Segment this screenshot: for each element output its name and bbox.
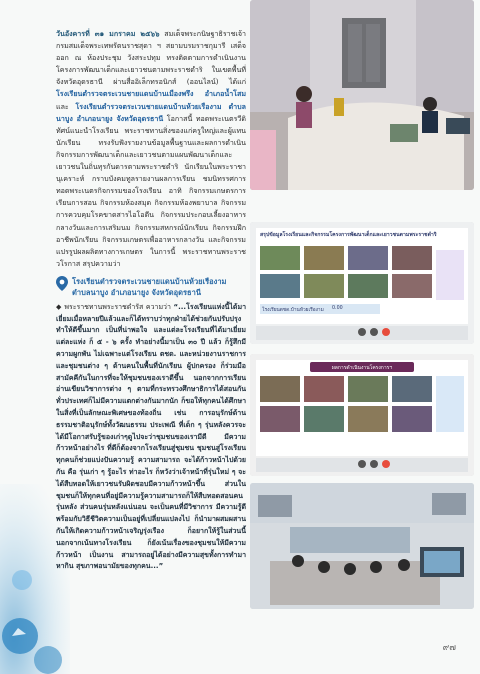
- video-conference-illustration: [250, 483, 474, 609]
- slide-summary-illustration: [250, 222, 474, 344]
- photo-video-conference: [250, 483, 474, 609]
- royal-quote-paragraph: [56, 302, 246, 573]
- section-subtitle: โรงเรียนตำรวจตระเวนชายแดนบ้านห้วยเรืองาม ตำบลนาบูง อำเภอนายูง จังหวัดอุดรธานี: [72, 276, 227, 297]
- slide-title: สรุปข้อมูลโรงเรียนและกิจกรรมโครงการพัฒนาเด็กและเยาวชนตามพระราชดำริ: [260, 232, 437, 238]
- section-subtitle-row: [56, 276, 246, 298]
- meeting-room-illustration: [250, 0, 474, 190]
- date-highlight: วันอังคารที่ ๓๑ มกราคม ๒๕๖๖: [56, 29, 160, 38]
- quote-text: “...โรงเรียนแห่งนี้ได้มาเยี่ยมเมื่อหลายปีแล้วและก็ได้ทราบว่าทุกฝ่ายได้ช่วยกันปรับปรุง ทำให้ดีขึ้นมาก เป็นที่น่าพอใจ และแต่ละโรงเรียนที่ได้มาเยี่ยมแต่ละแห่ง ก็ ๕ - ๖ ครั้ง ทำอย่างนี้มาเป็น ๓๐ ปี แล้ว ก็รู้สึกมีความผูกพัน ไม่เฉพาะแต่โรงเรียน ตชด. และหน่วยงานราชการและชุมชนต่าง ๆ ด้านคนในพื้นที่นักเรียน ผู้ปกครอง ก็ร่วมมือสามัคคีกันในการที่จะให้ชุมชนของเราดีขึ้น นอกจากการเรียนอ่านเขียนวิชาการต่าง ๆ ตามที่กระทรวงศึกษาธิการได้สอนกันทั่วประเทศก็ไม่มีความแตกต่างกันมากนัก ก็ขอให้ทุกคนได้ศึกษาในสิ่งที่เป็นลักษณะพิเศษของท้องถิ่น เช่น การอนุรักษ์ด้านธรรมชาติอนุรักษ์ทั้งวัฒนธรรม ประเพณี ที่เด็ก ๆ รุ่นหลังควรจะได้มีโอกาสรับรู้ของเก่าๆดูไปจะว่าชุมชนของเรามีดี มีความก้าวหน้าอย่างไร ที่ดีก็ต้องจากโรงเรียนสู่ชุมชน ชุมชนสู่โรงเรียน ทุกคนก็ช่วยแบ่งปันความรู้ ความสามารถ จะได้ก้าวหน้าไปด้วยกัน คือ รุ่นเก่า ๆ รู้อะไร ท่าอะไร ก็หวังว่าเจ้าหน้าที่รุ่นใหม่ ๆ จะได้สืบทอดให้เยาวชนรับผิดชอบมีความก้าวหน้าขึ้น ส่วนในชุมชนก็ให้ทุกคนที่อยู่มีความรู้ความสามารถก็ให้สืบทอดสอนคนรุ่นหลัง ส่วนคนรุ่นหลังแน่นอน จะเป็นคนที่มีวิชาการ มีความรู้ดี พร้อมกับวิธีชีวิตความเป็นอยู่ที่เปลี่ยนแปลงไป ก็นำมาผสมผสานกันให้เกิดความก้าวหน้าเจริญรุ่งเรือง ก็อยากให้รู้ในส่วนนี้นอกจากเน้นทางโรงเรียน ก็ยังเน้นเรื่องของชุมชนให้มีความก้าวหน้า เป็นงาน สามารถอยู่ได้อย่างมีความสุขทั้งการทำมาหากิน สุขภาพอนามัยของทุกคน...”: [56, 302, 247, 571]
- photo-activities-slide: [250, 354, 474, 476]
- activities-slide-illustration: [250, 354, 474, 476]
- photo-meeting-room: [250, 0, 474, 190]
- slide-table-value: 0.00: [332, 306, 343, 311]
- intro-text: สมเด็จพระกนิษฐาธิราชเจ้า กรมสมเด็จพระเทพรัตนราชสุดา ฯ สยามบรมราชกุมารี เสด็จออก ณ ห้องประชุม วังสระปทุม ทรงติดตามการดำเนินงานโครงการพัฒนาเด็กและเยาวชนตามพระราชดำริ ในเขตพื้นที่จังหวัดอุดรธานี ผ่านสื่ออิเล็กทรอนิกส์ (ออนไลน์) ได้แก่: [56, 29, 246, 87]
- quote-lead: พระราชทานพระราชดำรัส ความว่า: [64, 302, 171, 311]
- activities-slide-title: ผลการดำเนินงานโครงการฯ: [331, 365, 393, 371]
- school-name-2: โรงเรียนตำรวจตระเวนชายแดนบ้านห้วยเรืองาม ตำบลนาบูง อำเภอนายูง จังหวัดอุดรธานี: [56, 101, 246, 123]
- article-paragraph-1: [56, 28, 246, 270]
- photo-slide-summary: [250, 222, 474, 344]
- slide-table-label: โรงเรียนตชด.บ้านห้วยเรืองาม: [262, 308, 324, 313]
- school-name-1: โรงเรียนตำรวจตระเวนชายแดนบ้านเมืองพรึง อำเภอน้ำโสม: [56, 89, 246, 99]
- location-pin-icon: [56, 276, 68, 291]
- quote-bullet-icon: ◆: [56, 302, 65, 311]
- page-number: ๙๗: [442, 643, 456, 653]
- conjunction-text: และ: [56, 101, 69, 111]
- activities-text: โอกาสนี้ ทอดพระเนตรวีดิทัศน์แนะนำโรงเรียน พระราชทานสิ่งของแก่ครูใหญ่และผู้แทนนักเรียน ทรงรับฟังรายงานข้อมูลพื้นฐานและผลการดำเนินกิจกรรมการพัฒนาเด็กและเยาวชนตามแผนพัฒนาเด็กและเยาวชนในถิ่นทุรกันดารตามพระราชดำริ นักเรียนในพระราชานุเคราะห์ กราบบังคมทูลรายงานผลการเรียน ชมนิทรรศการ ทอดพระเนตรกิจกรรมของโรงเรียน อาทิ กิจกรรมเกษตรการเรียนการสอน กิจกรรมห้องสมุด กิจกรรมห้องพยาบาล กิจกรรมการควบคุมโรคขาดสารไอโอดีน กิจกรรมประกอบเลี้ยงอาหารกลางวันและการเสริมนม กิจกรรมสหกรณ์นักเรียน กิจกรรมฝึกอาชีพนักเรียน กิจกรรมเกษตรเพื่ออาหารกลางวัน และกิจกรรมแปรรูปผลผลิตทางการเกษตร ในการนี้ พระราชทานพระราชวโรกาส สรุปความว่า: [56, 113, 246, 268]
- article-text-column: [56, 28, 246, 580]
